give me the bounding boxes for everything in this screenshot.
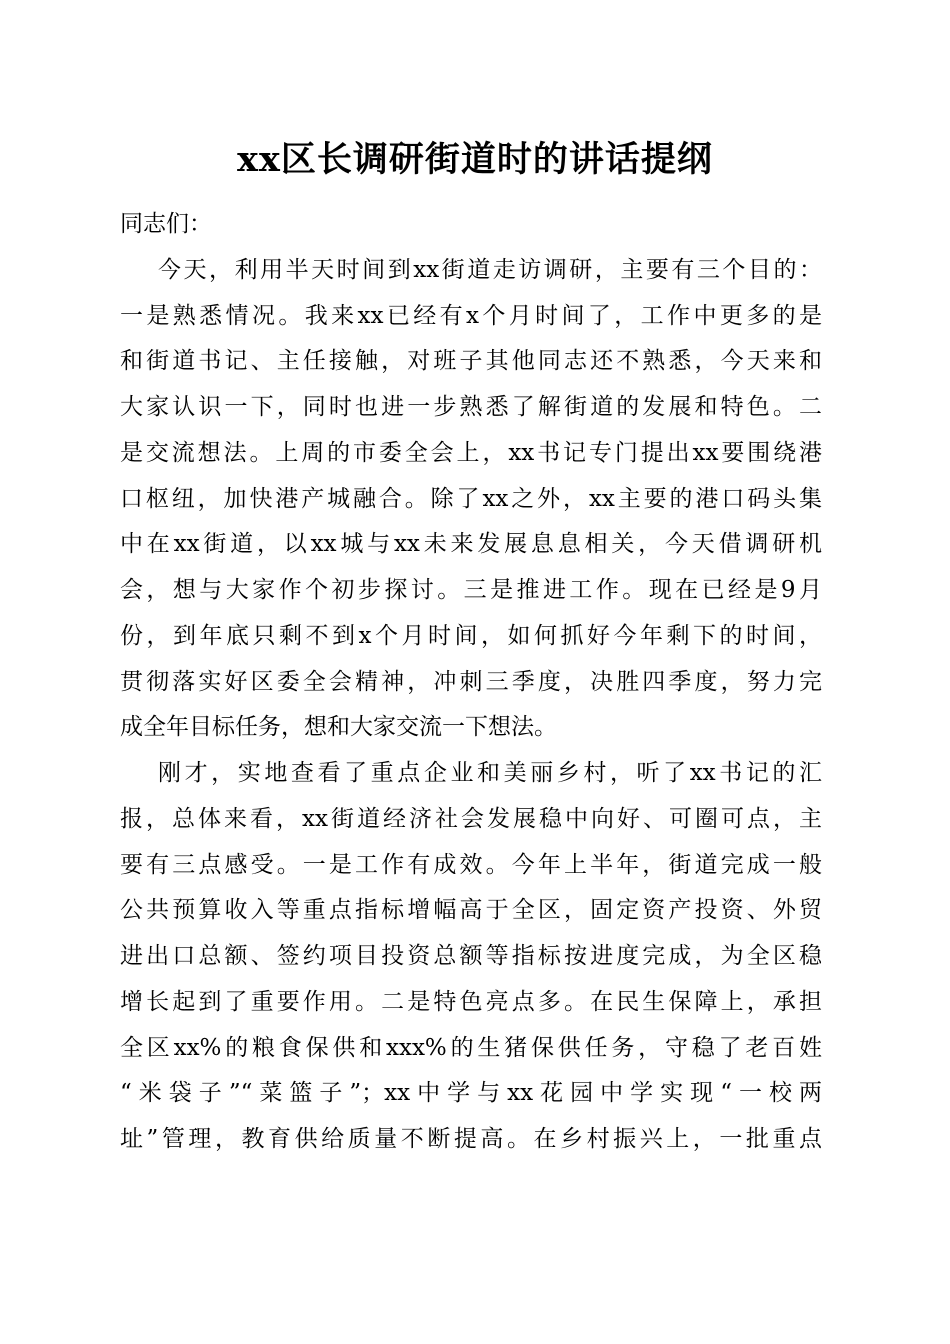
text-line: 是交流想法。上周的市委全会上，xx书记专门提出xx要围绕港 bbox=[120, 439, 822, 466]
text-line: 刚才，实地查看了重点企业和美丽乡村，听了xx书记的汇 bbox=[158, 760, 822, 786]
text-line: 中在xx街道，以xx城与xx未来发展息息相关，今天借调研机 bbox=[120, 531, 822, 558]
text-line: 成全年目标任务，想和大家交流一下想法。 bbox=[120, 714, 557, 741]
text-line: 大家认识一下，同时也进一步熟悉了解街道的发展和特色。二 bbox=[120, 394, 822, 420]
text-line: 增长起到了重要作用。二是特色亮点多。在民生保障上，承担 bbox=[120, 988, 822, 1015]
text-line: 和街道书记、主任接触，对班子其他同志还不熟悉，今天来和 bbox=[120, 348, 822, 375]
text-line: 全区xx%的粮食保供和xxx%的生猪保供任务，守稳了老百姓 bbox=[120, 1034, 822, 1061]
paragraph-1 bbox=[120, 248, 822, 751]
text-line: 会，想与大家作个初步探讨。三是推进工作。现在已经是9月 bbox=[120, 577, 822, 603]
document-body bbox=[120, 202, 822, 1163]
text-line: 一是熟悉情况。我来xx已经有x个月时间了，工作中更多的是 bbox=[120, 302, 822, 329]
text-line: 贯彻落实好区委全会精神，冲刺三季度，决胜四季度，努力完 bbox=[120, 668, 822, 695]
text-line: “米袋子”“菜篮子”；xx中学与xx花园中学实现“一校两 bbox=[120, 1080, 822, 1107]
text-line: 址”管理，教育供给质量不断提高。在乡村振兴上，一批重点 bbox=[120, 1126, 822, 1152]
text-line: 报，总体来看，xx街道经济社会发展稳中向好、可圈可点，主 bbox=[120, 805, 822, 832]
text-line: 口枢纽，加快港产城融合。除了xx之外，xx主要的港口码头集 bbox=[120, 485, 822, 512]
text-line: 份，到年底只剩不到x个月时间，如何抓好今年剩下的时间， bbox=[120, 622, 822, 649]
text-line: 今天，利用半天时间到xx街道走访调研，主要有三个目的： bbox=[158, 256, 822, 283]
salutation: 同志们： bbox=[120, 211, 212, 237]
paragraph-2 bbox=[120, 751, 822, 1163]
document-title: xx区长调研街道时的讲话提纲 bbox=[237, 139, 713, 180]
text-line: 进出口总额、签约项目投资总额等指标按进度完成，为全区稳 bbox=[120, 943, 822, 969]
text-line: 公共预算收入等重点指标增幅高于全区，固定资产投资、外贸 bbox=[120, 897, 822, 924]
text-line: 要有三点感受。一是工作有成效。今年上半年，街道完成一般 bbox=[120, 851, 822, 878]
